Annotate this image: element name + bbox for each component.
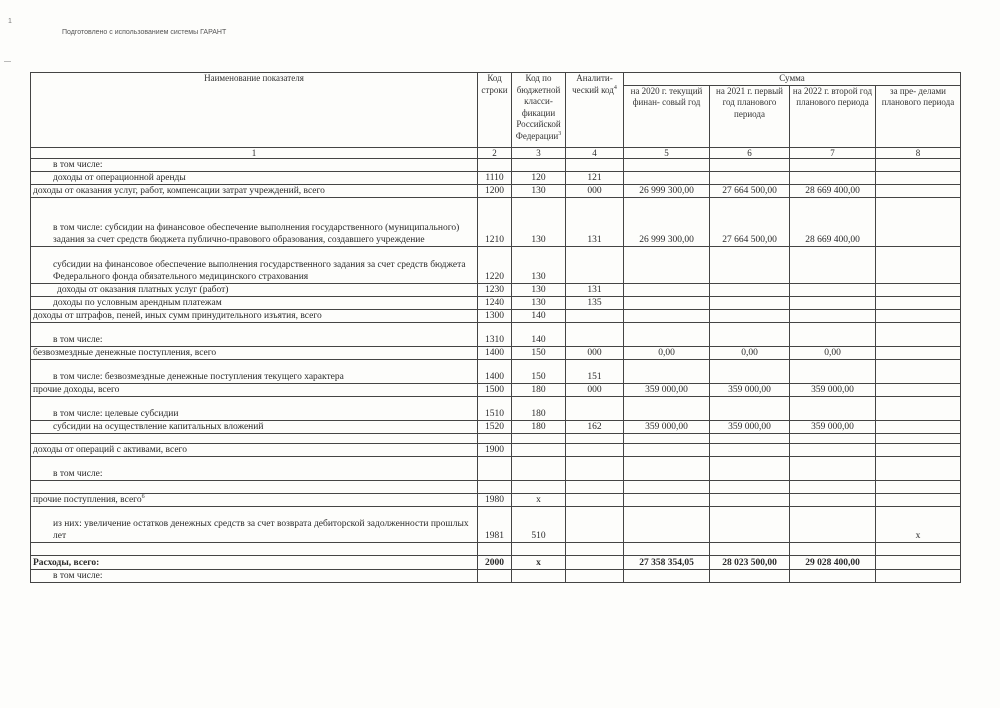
value-2020 — [624, 359, 710, 383]
table-body — [31, 158, 961, 582]
column-number: 8 — [876, 147, 961, 158]
analytic-code — [566, 542, 624, 555]
row-name: доходы от оказания услуг, работ, компенсации затрат учреждений, всего — [31, 184, 478, 197]
analytic-code: 151 — [566, 359, 624, 383]
budget-code — [512, 433, 566, 443]
budget-code: 130 — [512, 197, 566, 246]
value-2022 — [790, 283, 876, 296]
analytic-code — [566, 396, 624, 420]
table-row — [31, 283, 961, 296]
value-2020: 26 999 300,00 — [624, 184, 710, 197]
column-number: 7 — [790, 147, 876, 158]
value-2021 — [710, 283, 790, 296]
row-code: 1510 — [478, 396, 512, 420]
value-2022 — [790, 433, 876, 443]
col-header-2022: на 2022 г. второй год планового периода — [790, 85, 876, 147]
analytic-code: 000 — [566, 184, 624, 197]
value-2020 — [624, 322, 710, 346]
table-row — [31, 433, 961, 443]
value-beyond: x — [876, 506, 961, 542]
budget-code — [512, 480, 566, 493]
budget-code — [512, 158, 566, 171]
value-2020 — [624, 506, 710, 542]
row-code: 1310 — [478, 322, 512, 346]
row-name: Расходы, всего: — [31, 555, 478, 569]
value-2022 — [790, 396, 876, 420]
table-row — [31, 158, 961, 171]
value-2021 — [710, 309, 790, 322]
value-beyond — [876, 569, 961, 582]
value-2022: 28 669 400,00 — [790, 184, 876, 197]
row-name: в том числе: — [31, 322, 478, 346]
value-2022: 0,00 — [790, 346, 876, 359]
corner-mark: 1 — [8, 18, 12, 25]
row-code — [478, 480, 512, 493]
row-name: доходы от штрафов, пеней, иных сумм принудительного изъятия, всего — [31, 309, 478, 322]
value-2020 — [624, 569, 710, 582]
value-2020 — [624, 542, 710, 555]
value-2020 — [624, 171, 710, 184]
value-2021 — [710, 158, 790, 171]
value-2021 — [710, 296, 790, 309]
value-beyond — [876, 420, 961, 433]
table-row — [31, 296, 961, 309]
value-2020 — [624, 443, 710, 456]
row-name: в том числе: безвозмездные денежные поступления текущего характера — [31, 359, 478, 383]
value-2022 — [790, 359, 876, 383]
table-row — [31, 420, 961, 433]
table-row — [31, 569, 961, 582]
table-row — [31, 542, 961, 555]
budget-code: x — [512, 493, 566, 506]
value-beyond — [876, 197, 961, 246]
budget-code: 150 — [512, 346, 566, 359]
table-row — [31, 443, 961, 456]
value-2022 — [790, 296, 876, 309]
value-2020: 359 000,00 — [624, 383, 710, 396]
table-row — [31, 396, 961, 420]
analytic-code: 131 — [566, 283, 624, 296]
value-beyond — [876, 309, 961, 322]
budget-code: 130 — [512, 184, 566, 197]
analytic-code: 135 — [566, 296, 624, 309]
value-2020 — [624, 283, 710, 296]
value-2022 — [790, 322, 876, 346]
budget-code: 180 — [512, 396, 566, 420]
row-name — [31, 542, 478, 555]
value-2020 — [624, 309, 710, 322]
value-2020 — [624, 493, 710, 506]
table-row — [31, 184, 961, 197]
row-name: в том числе: целевые субсидии — [31, 396, 478, 420]
value-beyond — [876, 283, 961, 296]
table-row — [31, 506, 961, 542]
analytic-code — [566, 506, 624, 542]
budget-code: 120 — [512, 171, 566, 184]
budget-code — [512, 542, 566, 555]
row-code — [478, 569, 512, 582]
value-beyond — [876, 396, 961, 420]
value-2022 — [790, 456, 876, 480]
row-code: 1200 — [478, 184, 512, 197]
row-name: в том числе: — [31, 569, 478, 582]
side-mark: — — [4, 58, 11, 65]
row-code: 1240 — [478, 296, 512, 309]
row-name: в том числе: — [31, 456, 478, 480]
row-code: 1230 — [478, 283, 512, 296]
row-name: субсидии на осуществление капитальных вложений — [31, 420, 478, 433]
analytic-code — [566, 569, 624, 582]
value-2020 — [624, 433, 710, 443]
analytic-code: 131 — [566, 197, 624, 246]
value-2022 — [790, 480, 876, 493]
value-beyond — [876, 296, 961, 309]
analytic-code — [566, 246, 624, 283]
value-beyond — [876, 322, 961, 346]
value-2021 — [710, 246, 790, 283]
table-row — [31, 197, 961, 246]
row-name: прочие доходы, всего — [31, 383, 478, 396]
row-code: 2000 — [478, 555, 512, 569]
row-code — [478, 158, 512, 171]
row-code: 1110 — [478, 171, 512, 184]
value-2021 — [710, 396, 790, 420]
value-beyond — [876, 493, 961, 506]
analytic-code — [566, 443, 624, 456]
row-code: 1900 — [478, 443, 512, 456]
row-name: из них: увеличение остатков денежных средств за счет возврата дебиторской задолженности прошлых лет — [31, 506, 478, 542]
value-beyond — [876, 456, 961, 480]
row-name: доходы от операционной аренды — [31, 171, 478, 184]
value-2021 — [710, 322, 790, 346]
column-number: 3 — [512, 147, 566, 158]
row-name: доходы от операций с активами, всего — [31, 443, 478, 456]
value-beyond — [876, 171, 961, 184]
analytic-code — [566, 456, 624, 480]
budget-code: 140 — [512, 322, 566, 346]
row-code: 1981 — [478, 506, 512, 542]
value-2020: 26 999 300,00 — [624, 197, 710, 246]
value-2022 — [790, 542, 876, 555]
value-beyond — [876, 555, 961, 569]
row-code — [478, 542, 512, 555]
budget-code: 140 — [512, 309, 566, 322]
value-2020 — [624, 296, 710, 309]
value-2022: 359 000,00 — [790, 420, 876, 433]
analytic-code — [566, 322, 624, 346]
value-beyond — [876, 184, 961, 197]
value-2021: 27 664 500,00 — [710, 197, 790, 246]
value-2022 — [790, 158, 876, 171]
analytic-code: 000 — [566, 346, 624, 359]
value-beyond — [876, 246, 961, 283]
value-2022: 29 028 400,00 — [790, 555, 876, 569]
value-2022 — [790, 309, 876, 322]
value-2022: 28 669 400,00 — [790, 197, 876, 246]
value-beyond — [876, 443, 961, 456]
analytic-code — [566, 493, 624, 506]
value-2022 — [790, 443, 876, 456]
table-row — [31, 493, 961, 506]
budget-code: 510 — [512, 506, 566, 542]
col-header-name: Наименование показателя — [31, 73, 478, 148]
row-name — [31, 480, 478, 493]
table-row — [31, 359, 961, 383]
row-name: доходы по условным арендным платежам — [31, 296, 478, 309]
value-2020: 27 358 354,05 — [624, 555, 710, 569]
budget-code: 180 — [512, 420, 566, 433]
value-2021 — [710, 506, 790, 542]
table-row — [31, 383, 961, 396]
row-name: в том числе: — [31, 158, 478, 171]
budget-code: 130 — [512, 283, 566, 296]
analytic-code: 162 — [566, 420, 624, 433]
column-numbers-row — [31, 147, 961, 158]
table-row — [31, 322, 961, 346]
value-beyond — [876, 359, 961, 383]
row-code: 1400 — [478, 359, 512, 383]
budget-code — [512, 456, 566, 480]
column-number: 1 — [31, 147, 478, 158]
analytic-code — [566, 480, 624, 493]
value-2022 — [790, 171, 876, 184]
column-number: 4 — [566, 147, 624, 158]
col-header-analytic-code: Аналити- ческий код$^4$ — [566, 73, 624, 148]
row-name: прочие поступления, всего$^6$ — [31, 493, 478, 506]
value-2021: 359 000,00 — [710, 420, 790, 433]
value-beyond — [876, 383, 961, 396]
row-code: 1400 — [478, 346, 512, 359]
analytic-code — [566, 158, 624, 171]
analytic-code — [566, 309, 624, 322]
table-row — [31, 309, 961, 322]
col-header-beyond: за пре- делами планового периода — [876, 85, 961, 147]
row-code: 1210 — [478, 197, 512, 246]
value-2021 — [710, 480, 790, 493]
value-2021: 0,00 — [710, 346, 790, 359]
row-name: безвозмездные денежные поступления, всего — [31, 346, 478, 359]
budget-code — [512, 569, 566, 582]
row-code: 1520 — [478, 420, 512, 433]
table-row — [31, 456, 961, 480]
row-code: 1220 — [478, 246, 512, 283]
value-2021 — [710, 569, 790, 582]
header-note: Подготовлено с использованием системы ГАРАНТ — [62, 29, 227, 36]
column-number: 5 — [624, 147, 710, 158]
budget-code — [512, 443, 566, 456]
value-2020: 0,00 — [624, 346, 710, 359]
value-2022: 359 000,00 — [790, 383, 876, 396]
row-name — [31, 433, 478, 443]
value-2021 — [710, 171, 790, 184]
value-beyond — [876, 480, 961, 493]
row-code — [478, 456, 512, 480]
column-number: 2 — [478, 147, 512, 158]
table-row — [31, 246, 961, 283]
table-row — [31, 346, 961, 359]
value-2022 — [790, 569, 876, 582]
financial-plan-table — [30, 72, 961, 583]
budget-code: 180 — [512, 383, 566, 396]
value-2021 — [710, 493, 790, 506]
value-2021 — [710, 542, 790, 555]
value-2021 — [710, 359, 790, 383]
row-code: 1980 — [478, 493, 512, 506]
analytic-code — [566, 555, 624, 569]
column-number: 6 — [710, 147, 790, 158]
analytic-code: 000 — [566, 383, 624, 396]
table-row — [31, 555, 961, 569]
value-beyond — [876, 542, 961, 555]
row-code: 1300 — [478, 309, 512, 322]
value-2021: 28 023 500,00 — [710, 555, 790, 569]
col-header-2020: на 2020 г. текущий финан- совый год — [624, 85, 710, 147]
value-2021 — [710, 433, 790, 443]
value-2020 — [624, 480, 710, 493]
row-code: 1500 — [478, 383, 512, 396]
budget-code: 150 — [512, 359, 566, 383]
value-2020 — [624, 158, 710, 171]
value-beyond — [876, 346, 961, 359]
col-header-2021: на 2021 г. первый год планового периода — [710, 85, 790, 147]
budget-code: 130 — [512, 246, 566, 283]
row-name: доходы от оказания платных услуг (работ) — [31, 283, 478, 296]
row-name: субсидии на финансовое обеспечение выполнения государственного задания за счет средств бюджета Федерального фонда обязательного медицинского страхования — [31, 246, 478, 283]
row-name: в том числе: субсидии на финансовое обеспечение выполнения государственного (муниципального) задания за счет средств бюджета публично-правового образования, создавшего учреждение — [31, 197, 478, 246]
value-2022 — [790, 506, 876, 542]
budget-code: 130 — [512, 296, 566, 309]
col-header-budget-code: Код по бюджетной класси- фикации Российской Федерации$^3$ — [512, 73, 566, 148]
col-header-sum: Сумма — [624, 73, 961, 86]
value-2020 — [624, 246, 710, 283]
col-header-row-code: Код строки — [478, 73, 512, 148]
value-beyond — [876, 433, 961, 443]
value-2021: 359 000,00 — [710, 383, 790, 396]
table-row — [31, 480, 961, 493]
value-2021: 27 664 500,00 — [710, 184, 790, 197]
value-beyond — [876, 158, 961, 171]
row-code — [478, 433, 512, 443]
value-2021 — [710, 456, 790, 480]
value-2022 — [790, 493, 876, 506]
value-2021 — [710, 443, 790, 456]
analytic-code: 121 — [566, 171, 624, 184]
table-row — [31, 171, 961, 184]
value-2020 — [624, 456, 710, 480]
value-2020: 359 000,00 — [624, 420, 710, 433]
value-2020 — [624, 396, 710, 420]
analytic-code — [566, 433, 624, 443]
budget-code: x — [512, 555, 566, 569]
value-2022 — [790, 246, 876, 283]
